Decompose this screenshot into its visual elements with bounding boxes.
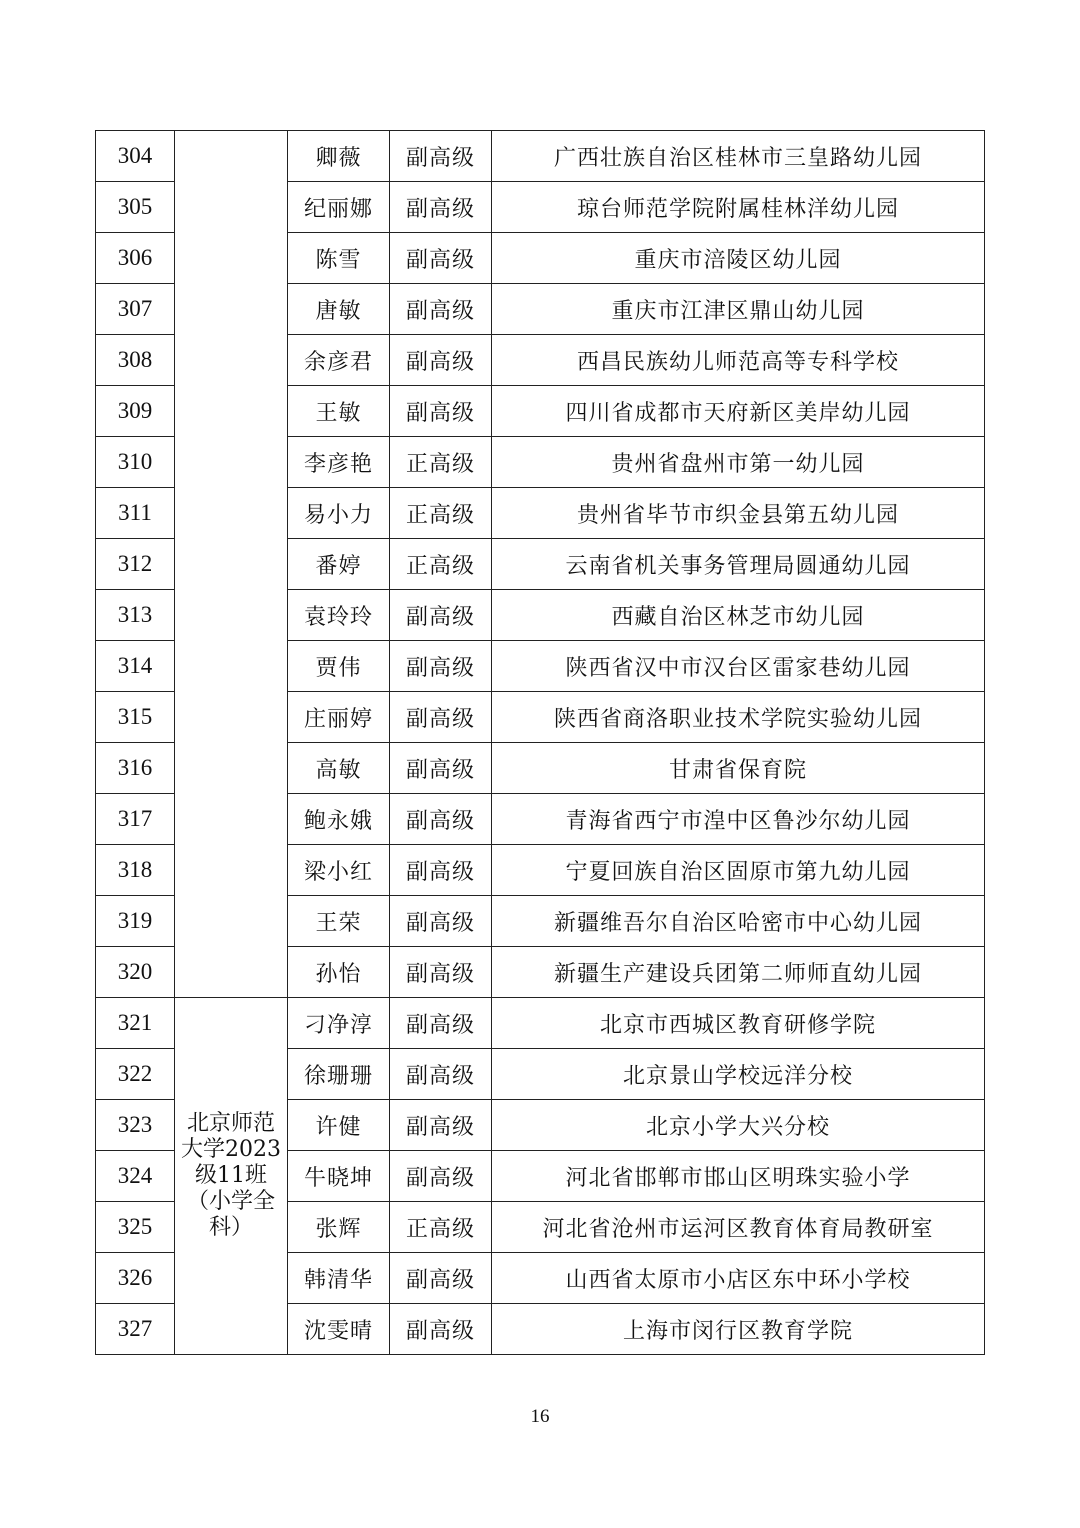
professional-title: 副高级 (390, 1049, 492, 1100)
work-unit: 重庆市江津区鼎山幼儿园 (492, 284, 985, 335)
work-unit: 北京小学大兴分校 (492, 1100, 985, 1151)
teacher-name: 梁小红 (288, 845, 390, 896)
professional-title: 副高级 (390, 743, 492, 794)
professional-title: 副高级 (390, 1151, 492, 1202)
row-number: 324 (96, 1151, 175, 1202)
row-number: 309 (96, 386, 175, 437)
professional-title: 副高级 (390, 1253, 492, 1304)
professional-title: 正高级 (390, 488, 492, 539)
work-unit: 山西省太原市小店区东中环小学校 (492, 1253, 985, 1304)
teacher-name: 徐珊珊 (288, 1049, 390, 1100)
professional-title: 正高级 (390, 1202, 492, 1253)
work-unit: 河北省邯郸市邯山区明珠实验小学 (492, 1151, 985, 1202)
teacher-name: 王敏 (288, 386, 390, 437)
teacher-name: 易小力 (288, 488, 390, 539)
row-number: 306 (96, 233, 175, 284)
work-unit: 贵州省毕节市织金县第五幼儿园 (492, 488, 985, 539)
professional-title: 副高级 (390, 896, 492, 947)
professional-title: 副高级 (390, 335, 492, 386)
professional-title: 副高级 (390, 692, 492, 743)
class-group-cell (175, 998, 288, 1355)
class-group-label: 北京师范大学2023级11班（小学全科） (181, 1111, 281, 1240)
work-unit: 青海省西宁市湟中区鲁沙尔幼儿园 (492, 794, 985, 845)
row-number: 320 (96, 947, 175, 998)
work-unit: 云南省机关事务管理局圆通幼儿园 (492, 539, 985, 590)
teacher-name: 许健 (288, 1100, 390, 1151)
class-group-cell (175, 131, 288, 998)
professional-title: 副高级 (390, 284, 492, 335)
teacher-name: 王荣 (288, 896, 390, 947)
row-number: 326 (96, 1253, 175, 1304)
teacher-name: 庄丽婷 (288, 692, 390, 743)
professional-title: 副高级 (390, 794, 492, 845)
work-unit: 广西壮族自治区桂林市三皇路幼儿园 (492, 131, 985, 182)
row-number: 307 (96, 284, 175, 335)
teacher-name: 陈雪 (288, 233, 390, 284)
row-number: 322 (96, 1049, 175, 1100)
page-number: 16 (530, 1406, 550, 1427)
work-unit: 新疆生产建设兵团第二师师直幼儿园 (492, 947, 985, 998)
teacher-name: 袁玲玲 (288, 590, 390, 641)
professional-title: 正高级 (390, 539, 492, 590)
roster-table (95, 130, 985, 1355)
professional-title: 副高级 (390, 386, 492, 437)
teacher-name: 张辉 (288, 1202, 390, 1253)
work-unit: 重庆市涪陵区幼儿园 (492, 233, 985, 284)
row-number: 318 (96, 845, 175, 896)
professional-title: 副高级 (390, 641, 492, 692)
work-unit: 西藏自治区林芝市幼儿园 (492, 590, 985, 641)
work-unit: 陕西省汉中市汉台区雷家巷幼儿园 (492, 641, 985, 692)
teacher-name: 韩清华 (288, 1253, 390, 1304)
professional-title: 副高级 (390, 947, 492, 998)
professional-title: 副高级 (390, 998, 492, 1049)
row-number: 312 (96, 539, 175, 590)
row-number: 316 (96, 743, 175, 794)
work-unit: 西昌民族幼儿师范高等专科学校 (492, 335, 985, 386)
row-number: 308 (96, 335, 175, 386)
work-unit: 贵州省盘州市第一幼儿园 (492, 437, 985, 488)
row-number: 314 (96, 641, 175, 692)
teacher-name: 贾伟 (288, 641, 390, 692)
professional-title: 副高级 (390, 233, 492, 284)
professional-title: 副高级 (390, 1304, 492, 1355)
work-unit: 新疆维吾尔自治区哈密市中心幼儿园 (492, 896, 985, 947)
professional-title: 副高级 (390, 131, 492, 182)
row-number: 315 (96, 692, 175, 743)
row-number: 311 (96, 488, 175, 539)
work-unit: 甘肃省保育院 (492, 743, 985, 794)
teacher-name: 纪丽娜 (288, 182, 390, 233)
teacher-name: 牛晓坤 (288, 1151, 390, 1202)
teacher-name: 高敏 (288, 743, 390, 794)
table-row (96, 998, 985, 1049)
work-unit: 上海市闵行区教育学院 (492, 1304, 985, 1355)
teacher-name: 番婷 (288, 539, 390, 590)
work-unit: 北京市西城区教育研修学院 (492, 998, 985, 1049)
teacher-name: 鲍永娥 (288, 794, 390, 845)
row-number: 319 (96, 896, 175, 947)
work-unit: 北京景山学校远洋分校 (492, 1049, 985, 1100)
row-number: 321 (96, 998, 175, 1049)
row-number: 310 (96, 437, 175, 488)
row-number: 323 (96, 1100, 175, 1151)
teacher-name: 余彦君 (288, 335, 390, 386)
professional-title: 副高级 (390, 590, 492, 641)
professional-title: 副高级 (390, 1100, 492, 1151)
professional-title: 副高级 (390, 845, 492, 896)
work-unit: 宁夏回族自治区固原市第九幼儿园 (492, 845, 985, 896)
teacher-name: 唐敏 (288, 284, 390, 335)
work-unit: 琼台师范学院附属桂林洋幼儿园 (492, 182, 985, 233)
row-number: 317 (96, 794, 175, 845)
teacher-name: 沈雯晴 (288, 1304, 390, 1355)
teacher-name: 李彦艳 (288, 437, 390, 488)
teacher-name: 刁净淳 (288, 998, 390, 1049)
work-unit: 陕西省商洛职业技术学院实验幼儿园 (492, 692, 985, 743)
table-row (96, 131, 985, 182)
row-number: 304 (96, 131, 175, 182)
row-number: 327 (96, 1304, 175, 1355)
teacher-name: 孙怡 (288, 947, 390, 998)
row-number: 325 (96, 1202, 175, 1253)
professional-title: 副高级 (390, 182, 492, 233)
work-unit: 四川省成都市天府新区美岸幼儿园 (492, 386, 985, 437)
row-number: 305 (96, 182, 175, 233)
teacher-name: 卿薇 (288, 131, 390, 182)
work-unit: 河北省沧州市运河区教育体育局教研室 (492, 1202, 985, 1253)
professional-title: 正高级 (390, 437, 492, 488)
row-number: 313 (96, 590, 175, 641)
